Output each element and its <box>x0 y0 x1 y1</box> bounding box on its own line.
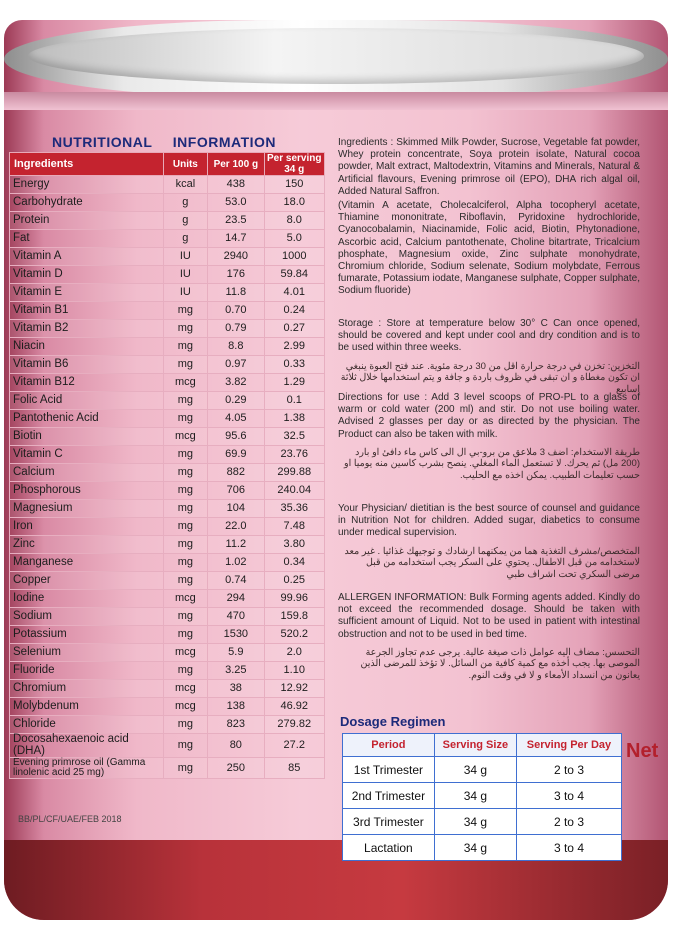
nutrient-per-serving: 150 <box>264 176 325 194</box>
physician-text: Your Physician/ dietitian is the best source of counsel and guidance in Nutrition Not for children. Added sugar, diabetics to consume under medical supervision. <box>338 503 640 539</box>
nutrition-title-right: INFORMATION <box>172 134 277 150</box>
nutrient-per-100g: 0.74 <box>208 572 264 590</box>
nutrient-per-serving: 159.8 <box>264 608 325 626</box>
nutrient-unit: mg <box>163 734 208 758</box>
nutrient-per-100g: 1530 <box>208 626 264 644</box>
nutrition-row <box>10 500 325 518</box>
nutrition-row <box>10 482 325 500</box>
nutrition-row <box>10 194 325 212</box>
nutrient-name: Copper <box>10 572 164 590</box>
dosage-row <box>343 757 622 783</box>
nutrient-name: Calcium <box>10 464 164 482</box>
nutrient-unit: mg <box>163 554 208 572</box>
nutrient-per-serving: 4.01 <box>264 284 325 302</box>
nutrition-row <box>10 446 325 464</box>
nutrient-per-serving: 1.29 <box>264 374 325 392</box>
nutrient-name: Biotin <box>10 428 164 446</box>
nutrient-per-100g: 104 <box>208 500 264 518</box>
nutrient-per-serving: 0.1 <box>264 392 325 410</box>
nutrient-per-100g: 0.79 <box>208 320 264 338</box>
nutrient-per-serving: 23.76 <box>264 446 325 464</box>
nutrient-per-serving: 8.0 <box>264 212 325 230</box>
nutrient-per-serving: 27.2 <box>264 734 325 758</box>
storage-block <box>338 318 640 395</box>
nutrient-per-serving: 279.82 <box>264 716 325 734</box>
nutrient-per-serving: 32.5 <box>264 428 325 446</box>
nutrient-per-serving: 0.34 <box>264 554 325 572</box>
nutrient-unit: mg <box>163 500 208 518</box>
nutrient-per-100g: 706 <box>208 482 264 500</box>
nutrient-unit: mg <box>163 758 208 779</box>
nutrient-per-100g: 4.05 <box>208 410 264 428</box>
nutrient-per-serving: 35.36 <box>264 500 325 518</box>
nutrient-name: Phosphorous <box>10 482 164 500</box>
nutrient-name: Iodine <box>10 590 164 608</box>
allergen-block <box>338 592 640 681</box>
nutrition-row <box>10 374 325 392</box>
nutrient-per-serving: 1000 <box>264 248 325 266</box>
nutrient-per-serving: 59.84 <box>264 266 325 284</box>
nutrition-row <box>10 626 325 644</box>
dosage-table-body <box>343 757 622 861</box>
nutrient-name: Selenium <box>10 644 164 662</box>
nutrient-unit: mg <box>163 464 208 482</box>
nutrient-unit: IU <box>163 248 208 266</box>
nutrient-per-100g: 294 <box>208 590 264 608</box>
header-units: Units <box>163 153 208 176</box>
dosage-title: Dosage Regimen <box>340 714 446 729</box>
nutrition-row <box>10 572 325 590</box>
nutrient-unit: mg <box>163 518 208 536</box>
nutrient-name: Vitamin B12 <box>10 374 164 392</box>
nutrient-unit: mg <box>163 356 208 374</box>
nutrient-unit: mcg <box>163 680 208 698</box>
nutrient-per-100g: 8.8 <box>208 338 264 356</box>
nutrient-unit: mg <box>163 410 208 428</box>
nutrition-row <box>10 590 325 608</box>
directions-text: Directions for use : Add 3 level scoops of PRO-PL to a glass of warm or cold water (200 ml) and stir. Do not use boiling water. Advised 2 glasses per day or as directed by the physician. The Product can also be taken with milk. <box>338 392 640 440</box>
nutrition-header-row <box>10 153 325 176</box>
nutrition-title-left: NUTRITIONAL <box>52 134 153 150</box>
nutrient-per-serving: 85 <box>264 758 325 779</box>
nutrient-per-serving: 240.04 <box>264 482 325 500</box>
nutrient-per-100g: 438 <box>208 176 264 194</box>
dosage-serving-per-day: 2 to 3 <box>516 757 621 783</box>
nutrient-per-serving: 520.2 <box>264 626 325 644</box>
nutrition-row <box>10 644 325 662</box>
nutrient-unit: mg <box>163 446 208 464</box>
physician-arabic-text: المتخصص/مشرف التغذية هما من يمكنهما ارشادك و توجيهك غذائيا . غير معد لاستخدامه من قبل الاطفال. يحتوي على السكر يجب استخدامه من قبل مرضى السكري تحت اشراف طبي <box>344 545 640 580</box>
nutrient-per-serving: 3.80 <box>264 536 325 554</box>
nutrient-name: Protein <box>10 212 164 230</box>
nutrient-per-serving: 1.38 <box>264 410 325 428</box>
nutrient-per-100g: 23.5 <box>208 212 264 230</box>
nutrient-unit: mg <box>163 338 208 356</box>
nutrient-name: Carbohydrate <box>10 194 164 212</box>
nutrition-row <box>10 320 325 338</box>
storage-text: Storage : Store at temperature below 30° C Can once opened, should be covered and kept under cool and dry condition and is to be used within three weeks. <box>338 318 640 354</box>
dosage-serving-per-day: 3 to 4 <box>516 783 621 809</box>
dosage-serving-size: 34 g <box>434 809 516 835</box>
dosage-table <box>342 733 622 861</box>
nutrient-per-100g: 14.7 <box>208 230 264 248</box>
nutrient-per-serving: 2.0 <box>264 644 325 662</box>
vitamins-text: (Vitamin A acetate, Cholecalciferol, Alpha tocopheryl acetate, Thiamine mononitrate, Riboflavin, Pyridoxine hydrochloride, Cyanocobalamin, Niacinamide, Folic acid, Biotin, Phytonadione, Ascorbic acid, Calcium pantothenate, Choline bitartrate, Tricalcium phosphate, Magnesium oxide, Zinc sulphate monohydrate, Chromium chloride, Sodium selenate, Sodium molybdate, Ferrous fumarate, Potassium iodate, Manganese sulphate, Copper sulphate, Sodium fluoride) <box>338 199 640 297</box>
nutrient-per-serving: 18.0 <box>264 194 325 212</box>
nutrient-unit: mg <box>163 608 208 626</box>
nutrition-row <box>10 464 325 482</box>
nutrient-name: Vitamin B1 <box>10 302 164 320</box>
dosage-header-row <box>343 734 622 757</box>
nutrient-per-100g: 69.9 <box>208 446 264 464</box>
nutrient-name: Fat <box>10 230 164 248</box>
nutrient-per-100g: 1.02 <box>208 554 264 572</box>
directions-block <box>338 392 640 481</box>
nutrient-per-100g: 176 <box>208 266 264 284</box>
can-rim <box>4 92 668 110</box>
nutrition-row <box>10 302 325 320</box>
nutrient-unit: mcg <box>163 428 208 446</box>
dosage-row <box>343 835 622 861</box>
nutrient-per-100g: 5.9 <box>208 644 264 662</box>
nutrient-per-100g: 250 <box>208 758 264 779</box>
nutrition-table-body <box>10 176 325 779</box>
nutrient-unit: mcg <box>163 590 208 608</box>
nutrient-name: Vitamin D <box>10 266 164 284</box>
nutrition-row <box>10 680 325 698</box>
nutrition-table <box>9 152 325 779</box>
nutrition-row <box>10 356 325 374</box>
nutrient-name: Pantothenic Acid <box>10 410 164 428</box>
nutrition-row <box>10 536 325 554</box>
nutrition-row <box>10 266 325 284</box>
nutrient-unit: mcg <box>163 644 208 662</box>
nutrient-per-100g: 882 <box>208 464 264 482</box>
allergen-text: ALLERGEN INFORMATION: Bulk Forming agents added. Kindly do not exceed the recommended dosage. Should be taken with sufficient amount of Liquid. Not to be used in patient with intestinal obstruction and not to be used in bed time. <box>338 592 640 640</box>
nutrient-unit: mg <box>163 662 208 680</box>
nutrient-per-100g: 0.29 <box>208 392 264 410</box>
nutrition-row <box>10 410 325 428</box>
nutrient-per-100g: 80 <box>208 734 264 758</box>
nutrient-per-serving: 99.96 <box>264 590 325 608</box>
nutrient-name: Manganese <box>10 554 164 572</box>
nutrient-per-100g: 470 <box>208 608 264 626</box>
nutrition-row <box>10 698 325 716</box>
storage-arabic-text: التخزين: تخزن في درجة حرارة اقل من 30 درجة مئوية. عند فتح العبوة ينبغي ان تكون مغطاة و ان تبقى في ظروف باردة و جافة و يتم استخدامها خلال ثلاثة اسابيع <box>340 360 640 395</box>
nutrition-row <box>10 248 325 266</box>
nutrient-unit: mg <box>163 572 208 590</box>
nutrition-row <box>10 734 325 758</box>
nutrient-per-serving: 7.48 <box>264 518 325 536</box>
nutrient-name: Sodium <box>10 608 164 626</box>
nutrient-per-serving: 299.88 <box>264 464 325 482</box>
dosage-serving-per-day: 3 to 4 <box>516 835 621 861</box>
nutrient-name: Vitamin B2 <box>10 320 164 338</box>
dosage-row <box>343 783 622 809</box>
nutrient-per-serving: 46.92 <box>264 698 325 716</box>
nutrient-unit: mg <box>163 302 208 320</box>
nutrient-name: Niacin <box>10 338 164 356</box>
dosage-serving-size: 34 g <box>434 783 516 809</box>
nutrient-unit: mg <box>163 716 208 734</box>
dosage-period: 1st Trimester <box>343 757 435 783</box>
dosage-row <box>343 809 622 835</box>
nutrient-unit: mg <box>163 392 208 410</box>
batch-code: BB/PL/CF/UAE/FEB 2018 <box>18 814 122 824</box>
nutrient-name: Vitamin A <box>10 248 164 266</box>
nutrient-name: Chloride <box>10 716 164 734</box>
nutrient-per-100g: 95.6 <box>208 428 264 446</box>
nutrient-name: Fluoride <box>10 662 164 680</box>
nutrient-unit: kcal <box>163 176 208 194</box>
nutrient-name: Folic Acid <box>10 392 164 410</box>
nutrient-per-serving: 1.10 <box>264 662 325 680</box>
nutrient-per-serving: 0.25 <box>264 572 325 590</box>
nutrient-name: Chromium <box>10 680 164 698</box>
nutrient-per-100g: 22.0 <box>208 518 264 536</box>
nutrient-per-100g: 3.25 <box>208 662 264 680</box>
nutrient-per-100g: 11.8 <box>208 284 264 302</box>
nutrient-name: Molybdenum <box>10 698 164 716</box>
ingredients-text: Ingredients : Skimmed Milk Powder, Sucrose, Vegetable fat powder, Whey protein concentrate, Soya protein isolate, Natural cocoa powder, Malt extract, Maltodextrin, Vitamins and Minerals, Natural & Artificial flavours, Evening primrose oil (EPO), DHA rich algal oil, Added Natural Saffron. <box>338 137 640 197</box>
nutrient-per-100g: 0.97 <box>208 356 264 374</box>
nutrient-name: Zinc <box>10 536 164 554</box>
nutrient-name: Vitamin E <box>10 284 164 302</box>
nutrient-unit: mcg <box>163 374 208 392</box>
nutrient-unit: mg <box>163 626 208 644</box>
nutrient-name: Energy <box>10 176 164 194</box>
nutrient-per-100g: 0.70 <box>208 302 264 320</box>
nutrition-row <box>10 392 325 410</box>
nutrient-per-serving: 0.33 <box>264 356 325 374</box>
nutrient-per-100g: 3.82 <box>208 374 264 392</box>
can-lid <box>4 20 668 98</box>
allergen-arabic-text: التحسس: مضاف اليه عوامل ذات صيغة عالية. يرجى عدم تجاوز الجرعة الموصى بها. يجب أخذه مع كمية كافية من السائل. لا تؤخذ للمرضى الذين يعانون من انسداد الأمعاء و لا في وقت النوم. <box>360 646 640 681</box>
nutrient-name: Magnesium <box>10 500 164 518</box>
nutrient-unit: mg <box>163 482 208 500</box>
nutrition-row <box>10 176 325 194</box>
nutrient-unit: g <box>163 194 208 212</box>
nutrient-name: Vitamin C <box>10 446 164 464</box>
nutrition-row <box>10 338 325 356</box>
nutrient-per-100g: 2940 <box>208 248 264 266</box>
nutrition-row <box>10 662 325 680</box>
header-per-serving: Per serving 34 g <box>264 153 325 176</box>
dosage-serving-size: 34 g <box>434 835 516 861</box>
nutrient-per-serving: 12.92 <box>264 680 325 698</box>
physician-block <box>338 503 640 580</box>
dosage-serving-size: 34 g <box>434 757 516 783</box>
nutrient-unit: mcg <box>163 698 208 716</box>
ingredients-block <box>338 137 640 297</box>
header-ingredients: Ingredients <box>10 153 164 176</box>
dosage-header-serving-per-day: Serving Per Day <box>516 734 621 757</box>
nutrient-unit: mg <box>163 536 208 554</box>
nutrient-unit: IU <box>163 284 208 302</box>
dosage-header-period: Period <box>343 734 435 757</box>
nutrition-title <box>52 134 292 150</box>
net-weight-label: Net <box>626 740 659 762</box>
dosage-header-serving-size: Serving Size <box>434 734 516 757</box>
nutrition-row <box>10 284 325 302</box>
directions-arabic-text: طريقة الاستخدام: اضف 3 ملاعق من برو-بي ال الى كاس ماء دافئ او بارد (200 مل) ثم يحرك. لا تستعمل الماء المغلي. ينصح بشرب كاسين منه يوميا او حسب تعليمات الطبيب. يمكن اخذه مع الحليب. <box>344 446 640 481</box>
nutrient-per-100g: 138 <box>208 698 264 716</box>
nutrient-per-100g: 11.2 <box>208 536 264 554</box>
dosage-period: 2nd Trimester <box>343 783 435 809</box>
nutrient-name: Docosahexaenoic acid (DHA) <box>10 734 164 758</box>
nutrient-per-100g: 53.0 <box>208 194 264 212</box>
nutrient-unit: g <box>163 212 208 230</box>
dosage-period: 3rd Trimester <box>343 809 435 835</box>
nutrition-row <box>10 230 325 248</box>
nutrient-per-100g: 38 <box>208 680 264 698</box>
nutrition-row <box>10 716 325 734</box>
nutrition-row <box>10 428 325 446</box>
nutrient-unit: mg <box>163 320 208 338</box>
nutrient-per-serving: 0.24 <box>264 302 325 320</box>
nutrient-per-100g: 823 <box>208 716 264 734</box>
nutrient-name: Potassium <box>10 626 164 644</box>
nutrient-name: Evening primrose oil (Gamma linolenic acid 25 mg) <box>10 758 164 779</box>
nutrition-row <box>10 518 325 536</box>
nutrient-unit: g <box>163 230 208 248</box>
nutrition-row <box>10 758 325 779</box>
nutrient-name: Vitamin B6 <box>10 356 164 374</box>
nutrition-row <box>10 212 325 230</box>
nutrition-row <box>10 554 325 572</box>
dosage-serving-per-day: 2 to 3 <box>516 809 621 835</box>
dosage-period: Lactation <box>343 835 435 861</box>
nutrient-per-serving: 5.0 <box>264 230 325 248</box>
nutrient-name: Iron <box>10 518 164 536</box>
header-per-100g: Per 100 g <box>208 153 264 176</box>
nutrition-row <box>10 608 325 626</box>
nutrient-per-serving: 0.27 <box>264 320 325 338</box>
can-lid-inner <box>28 28 644 84</box>
nutrient-per-serving: 2.99 <box>264 338 325 356</box>
nutrient-unit: IU <box>163 266 208 284</box>
